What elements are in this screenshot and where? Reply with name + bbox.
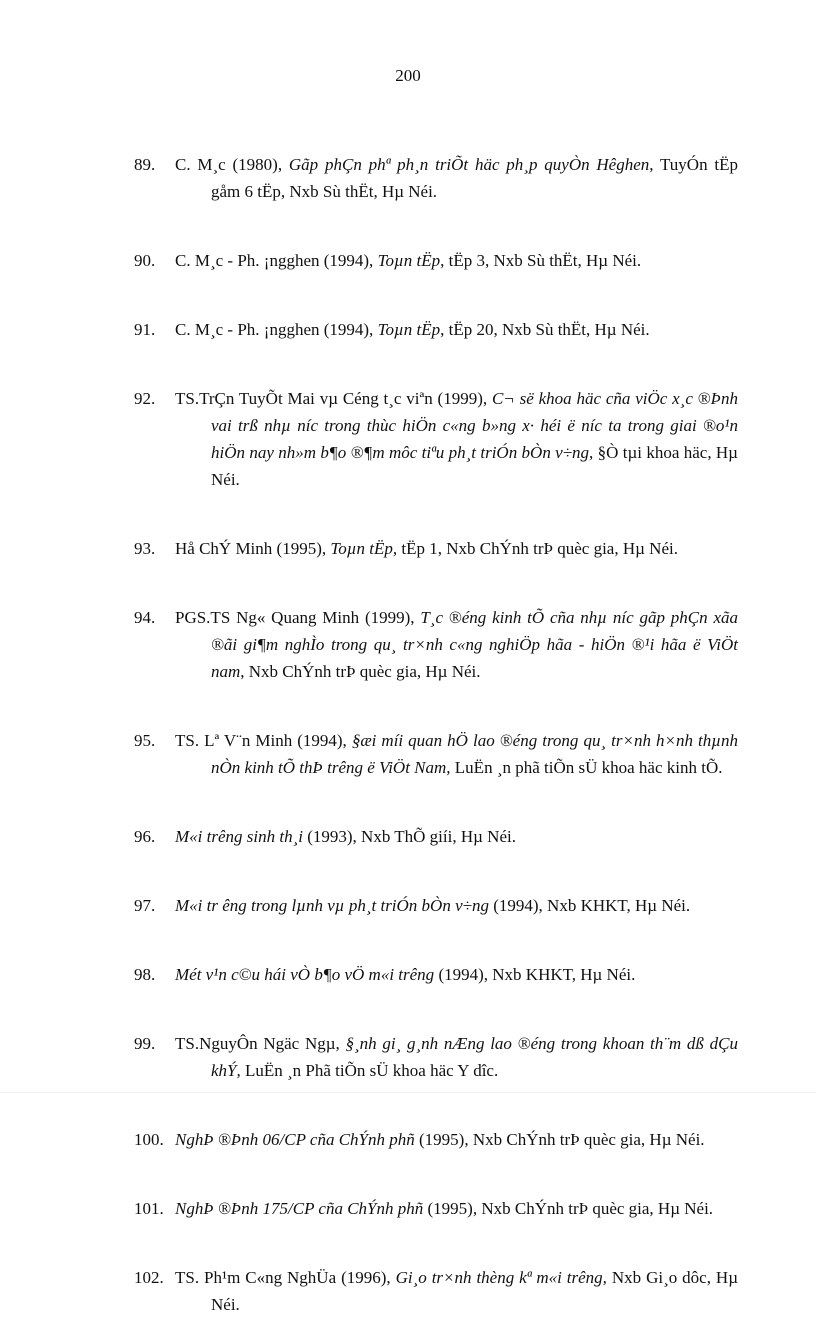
reference-author: Hå ChÝ Minh (1995), — [175, 539, 331, 558]
reference-title: §æi míi quan hÖ lao ®éng trong qu¸ tr×nh h×nh thµnh nÒn kinh tÕ thÞ trêng ë ViÖt Nam, — [211, 731, 738, 777]
reference-item — [0, 604, 816, 685]
reference-author: C. M¸c - Ph. ¡ngghen (1994), — [175, 320, 378, 339]
reference-text — [175, 892, 738, 919]
reference-title: Gi¸o tr×nh thèng kª m«i trêng, — [395, 1268, 607, 1287]
reference-text — [175, 727, 738, 781]
reference-title: T¸c ®éng kinh tÕ cña nhµ níc gãp phÇn xãa ®ãi gi¶m nghÌo trong qu¸ tr×nh c«ng nghiÖp hãa - hiÖn ®¹i hãa ë ViÖt nam — [211, 608, 738, 681]
reference-title: Toµn tËp — [377, 251, 441, 270]
reference-author: PGS.TS Ng« Quang Minh (1999), — [175, 608, 421, 627]
reference-item — [0, 823, 816, 850]
reference-text — [175, 1030, 738, 1084]
reference-number: 98. — [134, 965, 156, 984]
reference-publisher: (1994), Nxb KHKT, Hµ Néi. — [434, 965, 636, 984]
reference-number: 95. — [134, 731, 156, 750]
reference-author: TS.TrÇn TuyÕt Mai vµ Céng t¸c viªn (1999), — [175, 389, 492, 408]
reference-title: M«i trêng sinh th¸i — [175, 827, 303, 846]
reference-publisher: (1995), Nxb ChÝnh trÞ quèc gia, Hµ Néi. — [423, 1199, 714, 1218]
reference-title: Mét v¹n c©u hái vÒ b¶o vÖ m«i trêng — [175, 965, 435, 984]
reference-item — [0, 1264, 816, 1318]
reference-title: M«i tr êng trong lµnh vµ ph¸t triÓn bÒn v÷ng — [175, 896, 489, 915]
reference-text — [175, 604, 738, 685]
reference-author: C. M¸c - Ph. ¡ngghen (1994), — [175, 251, 378, 270]
reference-item — [0, 1195, 816, 1222]
reference-text — [175, 151, 738, 205]
reference-text — [175, 535, 738, 562]
reference-publisher: LuËn ¸n phã tiÕn sÜ khoa häc kinh tÕ. — [450, 758, 723, 777]
reference-item — [0, 385, 816, 493]
reference-number: 94. — [134, 608, 156, 627]
reference-publisher: , tËp 20, Nxb Sù thËt, Hµ Néi. — [440, 320, 650, 339]
reference-title: §¸nh gi¸ g¸nh nÆng lao ®éng trong khoan th¨m dß dÇu khÝ, — [211, 1034, 738, 1080]
reference-item — [0, 961, 816, 988]
reference-author: TS. Ph¹m C«ng NghÜa (1996), — [175, 1268, 396, 1287]
reference-item — [0, 1030, 816, 1084]
reference-list — [0, 134, 816, 1335]
reference-item — [0, 151, 816, 205]
reference-title: Toµn tËp — [377, 320, 441, 339]
reference-text — [175, 247, 738, 274]
page-number: 200 — [395, 66, 421, 85]
reference-publisher: LuËn ¸n Phã tiÕn sÜ khoa häc Y dîc. — [240, 1061, 499, 1080]
reference-publisher: TuyÓn tËp gåm 6 tËp, Nxb Sù thËt, Hµ Néi. — [211, 155, 738, 201]
reference-text — [175, 1264, 738, 1318]
reference-author: TS.NguyÔn Ngäc Ngµ, — [175, 1034, 346, 1053]
reference-number: 93. — [134, 539, 156, 558]
reference-number: 102. — [134, 1268, 164, 1287]
reference-text — [175, 1126, 738, 1153]
reference-number: 100. — [134, 1130, 164, 1149]
footer-divider — [0, 1092, 816, 1093]
reference-text — [175, 961, 738, 988]
reference-item — [0, 727, 816, 781]
reference-publisher: , tËp 3, Nxb Sù thËt, Hµ Néi. — [440, 251, 642, 270]
reference-number: 101. — [134, 1199, 164, 1218]
reference-title: NghÞ ®Þnh 175/CP cña ChÝnh phñ — [175, 1199, 424, 1218]
reference-number: 99. — [134, 1034, 156, 1053]
reference-item — [0, 316, 816, 343]
reference-text — [175, 385, 738, 493]
reference-item — [0, 892, 816, 919]
reference-author: TS. Lª V¨n Minh (1994), — [175, 731, 352, 750]
reference-publisher: (1995), Nxb ChÝnh trÞ quèc gia, Hµ Néi. — [414, 1130, 705, 1149]
reference-item — [0, 1126, 816, 1153]
reference-publisher: tËp 1, Nxb ChÝnh trÞ quèc gia, Hµ Néi. — [397, 539, 678, 558]
reference-title: NghÞ ®Þnh 06/CP cña ChÝnh phñ — [175, 1130, 415, 1149]
reference-author: C. M¸c (1980), — [175, 155, 289, 174]
reference-title: Gãp phÇn phª ph¸n triÕt häc ph¸p quyÒn Hêghen, — [288, 155, 654, 174]
reference-number: 97. — [134, 896, 156, 915]
reference-item — [0, 247, 816, 274]
reference-publisher: Nxb Gi¸o dôc, Hµ Néi. — [211, 1268, 738, 1314]
reference-number: 96. — [134, 827, 156, 846]
reference-publisher: , Nxb ChÝnh trÞ quèc gia, Hµ Néi. — [240, 662, 481, 681]
reference-number: 91. — [134, 320, 156, 339]
reference-text — [175, 1195, 738, 1222]
reference-publisher: , §Ò tµi khoa häc, Hµ Néi. — [211, 443, 738, 489]
reference-publisher: (1994), Nxb KHKT, Hµ Néi. — [488, 896, 691, 915]
reference-number: 92. — [134, 389, 156, 408]
reference-title: Toµn tËp, — [330, 539, 398, 558]
reference-text — [175, 316, 738, 343]
reference-publisher: (1993), Nxb ThÕ giíi, Hµ Néi. — [302, 827, 516, 846]
reference-number: 90. — [134, 251, 156, 270]
reference-title: C¬ së khoa häc cña viÖc x¸c ®Þnh vai trß nhµ níc trong thùc hiÖn c«ng b»ng x· héi ë níc ta trong giai ®o¹n hiÖn nay nh»m b¶o ®¶m môc tiªu ph¸t triÓn bÒn v÷ng — [211, 389, 738, 462]
reference-number: 89. — [134, 155, 156, 174]
reference-item — [0, 535, 816, 562]
reference-text — [175, 823, 738, 850]
